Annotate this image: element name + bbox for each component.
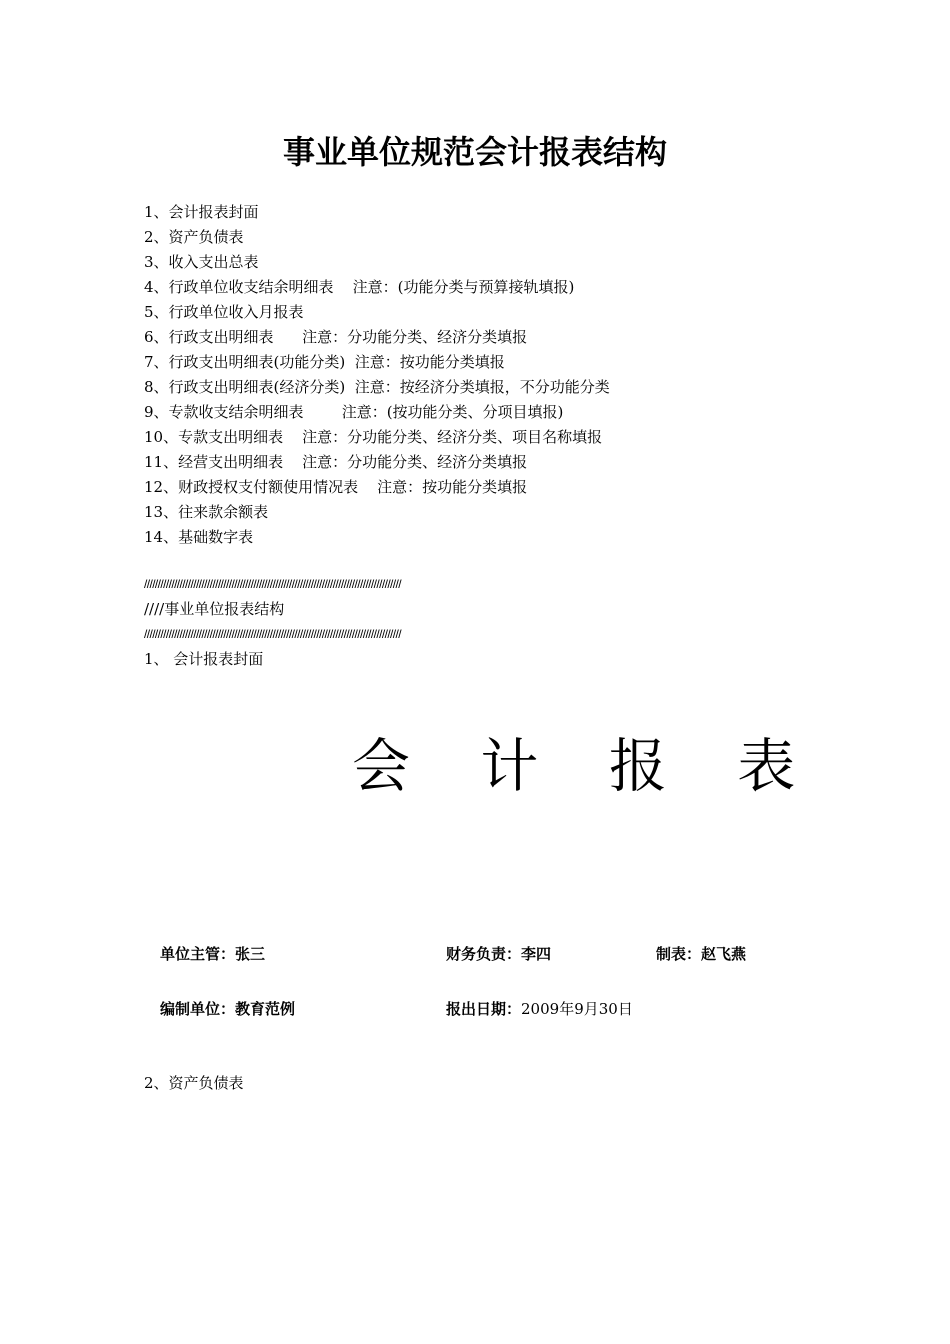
separator-line-top: ////////////////////////////////////////////////////////////////////////////////////////////// <box>144 577 401 591</box>
org-label: 编制单位： <box>160 1000 236 1018</box>
list-item: 9、专款收支结余明细表 注意：(按功能分类、分项目填报) <box>144 403 564 421</box>
list-item: 10、专款支出明细表 注意：分功能分类、经济分类、项目名称填报 <box>144 428 603 446</box>
list-item: 4、行政单位收支结余明细表 注意：(功能分类与预算接轨填报) <box>144 278 575 296</box>
unit-head-value: 张三 <box>235 945 266 963</box>
list-item: 7、行政支出明细表(功能分类) 注意：按功能分类填报 <box>144 353 505 371</box>
org-value: 教育范例 <box>235 1000 296 1018</box>
org-field <box>160 997 295 1021</box>
list-item: 13、往来款余额表 <box>144 503 269 521</box>
separator-heading: ////事业单位报表结构 <box>144 600 285 618</box>
list-item: 14、基础数字表 <box>144 528 254 546</box>
unit-head-field <box>160 942 265 966</box>
report-date-value: 2009年9月30日 <box>521 1000 633 1018</box>
separator-line-bottom: ////////////////////////////////////////////////////////////////////////////////////////////// <box>144 627 401 641</box>
list-item: 6、行政支出明细表 注意：分功能分类、经济分类填报 <box>144 328 528 346</box>
finance-value: 李四 <box>521 945 552 963</box>
separator-block <box>144 572 604 647</box>
preparer-label: 制表： <box>656 945 702 963</box>
finance-field <box>446 942 551 966</box>
list-item: 1、会计报表封面 <box>144 203 259 221</box>
list-item: 3、收入支出总表 <box>144 253 259 271</box>
report-structure-list <box>144 200 610 550</box>
document-title: 事业单位规范会计报表结构 <box>282 133 667 171</box>
preparer-field <box>656 942 746 966</box>
unit-head-label: 单位主管： <box>160 945 236 963</box>
finance-label: 财务负责： <box>446 945 522 963</box>
list-item: 12、财政授权支付额使用情况表 注意：按功能分类填报 <box>144 478 528 496</box>
list-item: 11、经营支出明细表 注意：分功能分类、经济分类填报 <box>144 453 528 471</box>
cover-title: 会 计 报 表 <box>352 732 822 800</box>
report-date-label: 报出日期： <box>446 1000 522 1018</box>
list-item: 2、资产负债表 <box>144 228 244 246</box>
preparer-value: 赵飞燕 <box>701 945 747 963</box>
list-item: 5、行政单位收入月报表 <box>144 303 304 321</box>
section-2-heading: 2、资产负债表 <box>144 1074 244 1092</box>
report-date-field <box>446 997 633 1021</box>
list-item: 8、行政支出明细表(经济分类) 注意：按经济分类填报，不分功能分类 <box>144 378 610 396</box>
section-1-heading: 1、 会计报表封面 <box>144 650 264 668</box>
